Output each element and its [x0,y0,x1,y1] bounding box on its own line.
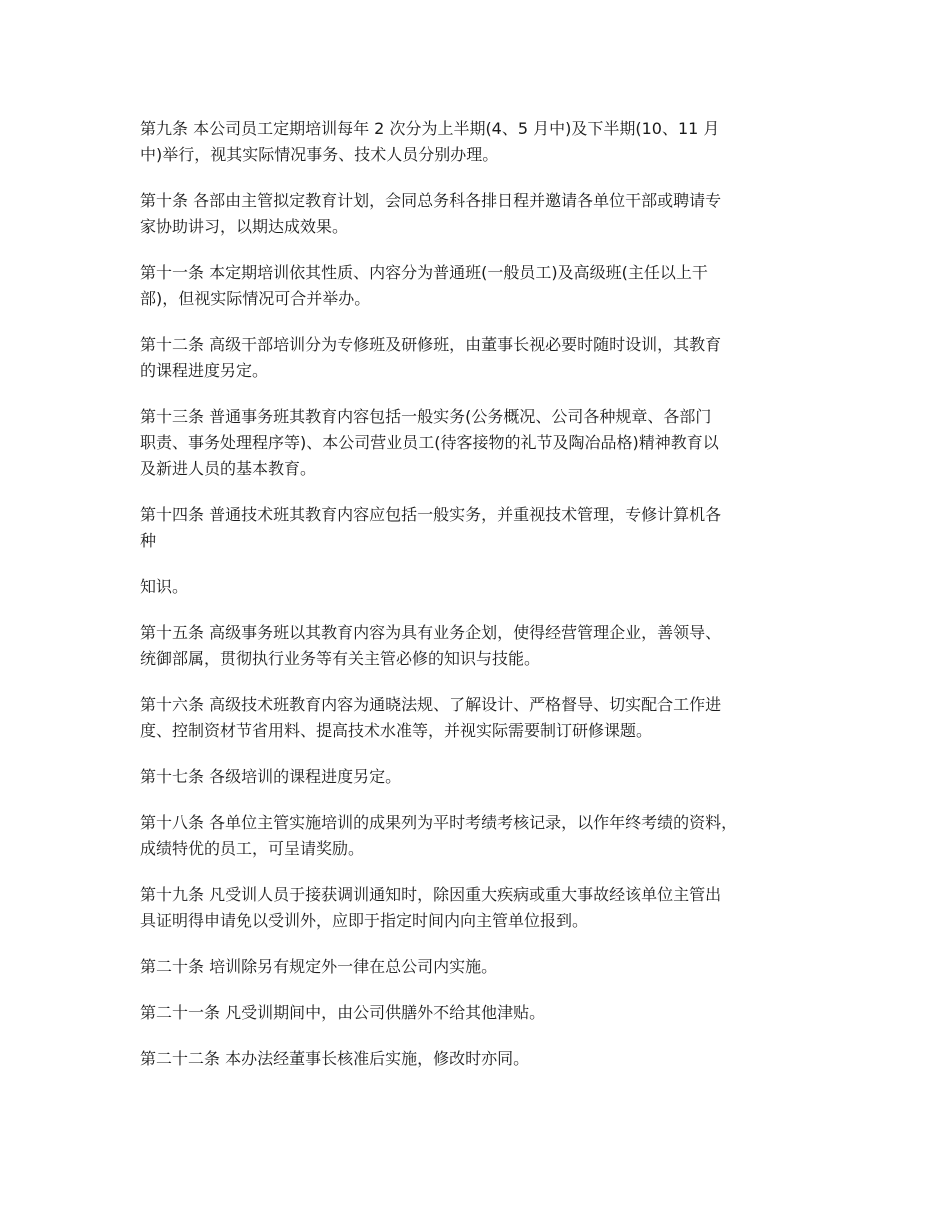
paragraph-line: 第十三条 普通事务班其教育内容包括一般实务(公务概况、公司各种规章、各部门 [140,407,712,426]
article-paragraph [140,764,825,790]
paragraph-line: 第十条 各部由主管拟定教育计划，会同总务科各排日程并邀请各单位干部或聘请专 [140,191,722,210]
article-paragraph [140,188,825,240]
paragraph-line: 第二十一条 凡受训期间中，由公司供膳外不给其他津贴。 [140,1003,546,1022]
paragraph-line: 知识。 [140,577,189,596]
article-paragraph [140,1046,825,1072]
article-paragraph [140,574,825,600]
article-paragraph [140,260,825,312]
paragraph-line: 家协助讲习，以期达成效果。 [140,217,349,236]
paragraph-line: 中)举行，视其实际情况事务、技术人员分别办理。 [140,145,499,164]
paragraph-line: 第十四条 普通技术班其教育内容应包括一般实务，并重视技术管理，专修计算机各 [140,505,722,524]
article-paragraph [140,620,825,672]
paragraph-line: 第十一条 本定期培训依其性质、内容分为普通班(一般员工)及高级班(主任以上干 [140,263,708,282]
paragraph-line: 第十六条 高级技术班教育内容为通晓法规、了解设计、严格督导、切实配合工作进 [140,695,722,714]
paragraph-line: 第九条 本公司员工定期培训每年 2 次分为上半期(4、5 月中)及下半期(10、11 月 [140,119,720,138]
paragraph-line: 第二十二条 本办法经董事长核准后实施，修改时亦同。 [140,1049,530,1068]
paragraph-line: 部)，但视实际情况可合并举办。 [140,289,371,308]
article-paragraph [140,882,825,934]
paragraph-line: 第二十条 培训除另有规定外一律在总公司内实施。 [140,957,498,976]
paragraph-line: 的课程进度另定。 [140,361,269,380]
article-paragraph [140,1000,825,1026]
paragraph-line: 及新进人员的基本教育。 [140,459,317,478]
paragraph-line: 种 [140,531,157,550]
paragraph-line: 度、控制资材节省用料、提高技术水准等，并视实际需要制订研修课题。 [140,721,653,740]
paragraph-line: 统御部属，贯彻执行业务等有关主管必修的知识与技能。 [140,649,541,668]
paragraph-line: 成绩特优的员工，可呈请奖励。 [140,839,365,858]
article-paragraph [140,116,825,168]
paragraph-line: 第十八条 各单位主管实施培训的成果列为平时考绩考核记录，以作年终考绩的资料， [140,813,738,832]
article-paragraph [140,692,825,744]
paragraph-line: 第十五条 高级事务班以其教育内容为具有业务企划，使得经营管理企业，善领导、 [140,623,722,642]
paragraph-line: 职责、事务处理程序等)、本公司营业员工(待客接物的礼节及陶冶品格)精神教育以 [140,433,719,452]
article-paragraph [140,404,825,482]
document-body [140,116,825,1092]
article-paragraph [140,810,825,862]
paragraph-line: 第十二条 高级干部培训分为专修班及研修班，由董事长视必要时随时设训，其教育 [140,335,722,354]
paragraph-line: 第十七条 各级培训的课程进度另定。 [140,767,402,786]
article-paragraph [140,954,825,980]
paragraph-line: 具证明得申请免以受训外，应即于指定时间内向主管单位报到。 [140,911,589,930]
article-paragraph [140,332,825,384]
paragraph-line: 第十九条 凡受训人员于接获调训通知时，除因重大疾病或重大事故经该单位主管出 [140,885,722,904]
article-paragraph [140,502,825,554]
